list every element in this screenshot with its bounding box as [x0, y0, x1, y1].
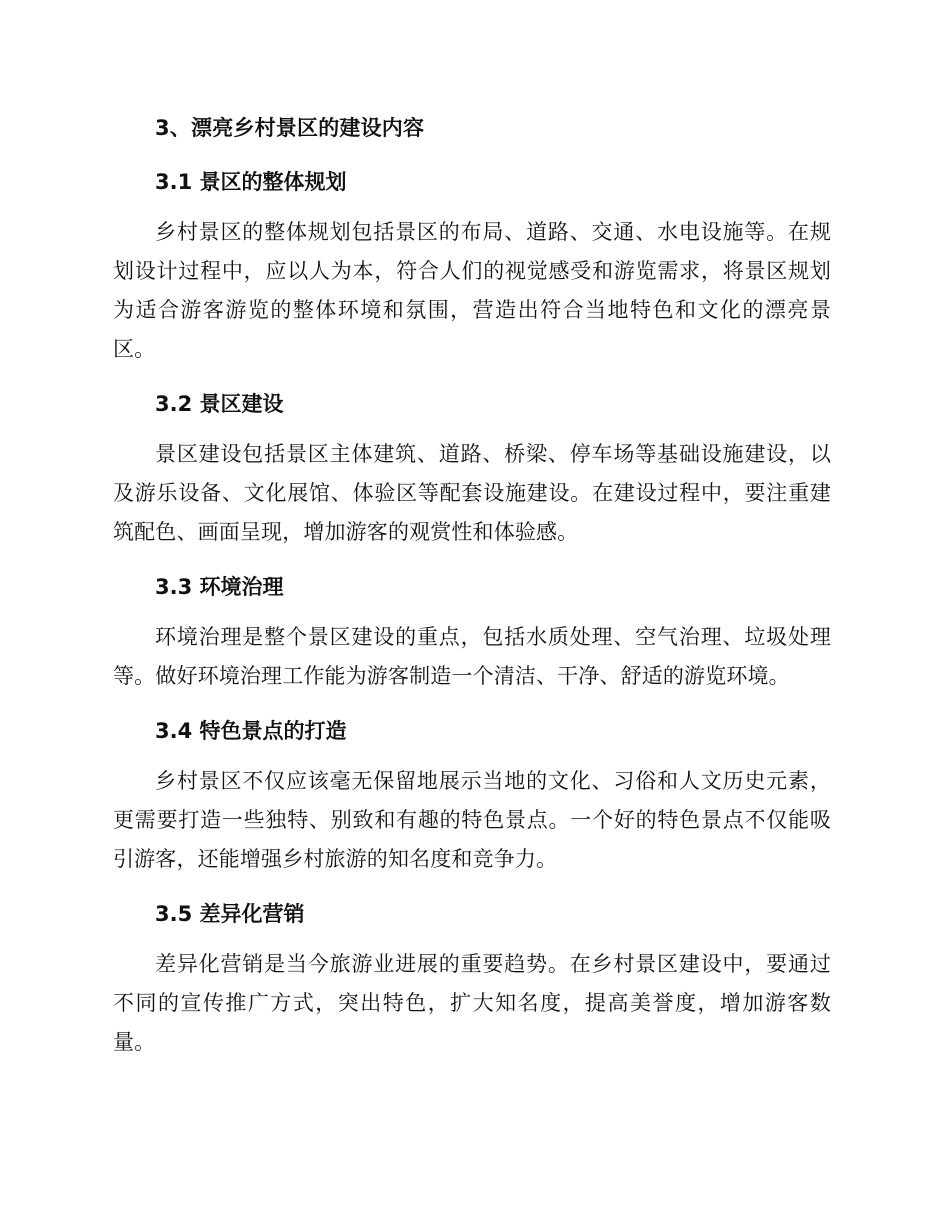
spacer: [113, 879, 831, 892]
subsection-heading-3-3: 3.3 环境治理: [155, 575, 284, 599]
subsection-heading-3-4: 3.4 特色景点的打造: [155, 719, 347, 743]
section-title: 3、漂亮乡村景区的建设内容: [155, 116, 425, 140]
spacer: [113, 609, 831, 618]
subsection-heading-3-5: 3.5 差异化营销: [155, 902, 305, 926]
subsection-heading-3-1: 3.1 景区的整体规划: [155, 170, 347, 194]
spacer: [113, 426, 831, 435]
spacer: [113, 150, 831, 160]
paragraph-3-1: 乡村景区的整体规划包括景区的布局、道路、交通、水电设施等。在规划设计过程中，应以人为本，符合人们的视觉感受和游览需求，将景区规划为适合游客游览的整体环境和氛围，营造出符合当地特色和文化的漂亮景区。: [113, 220, 831, 361]
paragraph-3-4: 乡村景区不仅应该毫无保留地展示当地的文化、习俗和人文历史元素，更需要打造一些独特、别致和有趣的特色景点。一个好的特色景点不仅能吸引游客，还能增强乡村旅游的知名度和竞争力。: [113, 769, 831, 871]
paragraph-3-5: 差异化营销是当今旅游业进展的重要趋势。在乡村景区建设中，要通过不同的宣传推广方式，突出特色，扩大知名度，提高美誉度，增加游客数量。: [113, 952, 831, 1054]
paragraph-3-3: 环境治理是整个景区建设的重点，包括水质处理、空气治理、垃圾处理等。做好环境治理工作能为游客制造一个清洁、干净、舒适的游览环境。: [113, 625, 831, 688]
document-body: [113, 106, 831, 1062]
spacer: [113, 753, 831, 762]
spacer: [113, 369, 831, 382]
paragraph-3-2: 景区建设包括景区主体建筑、道路、桥梁、停车场等基础设施建设，以及游乐设备、文化展馆、体验区等配套设施建设。在建设过程中，要注重建筑配色、画面呈现，增加游客的观赏性和体验感。: [113, 442, 831, 544]
spacer: [113, 696, 831, 709]
spacer: [113, 552, 831, 565]
subsection-heading-3-2: 3.2 景区建设: [155, 392, 284, 416]
spacer: [113, 204, 831, 213]
spacer: [113, 936, 831, 945]
